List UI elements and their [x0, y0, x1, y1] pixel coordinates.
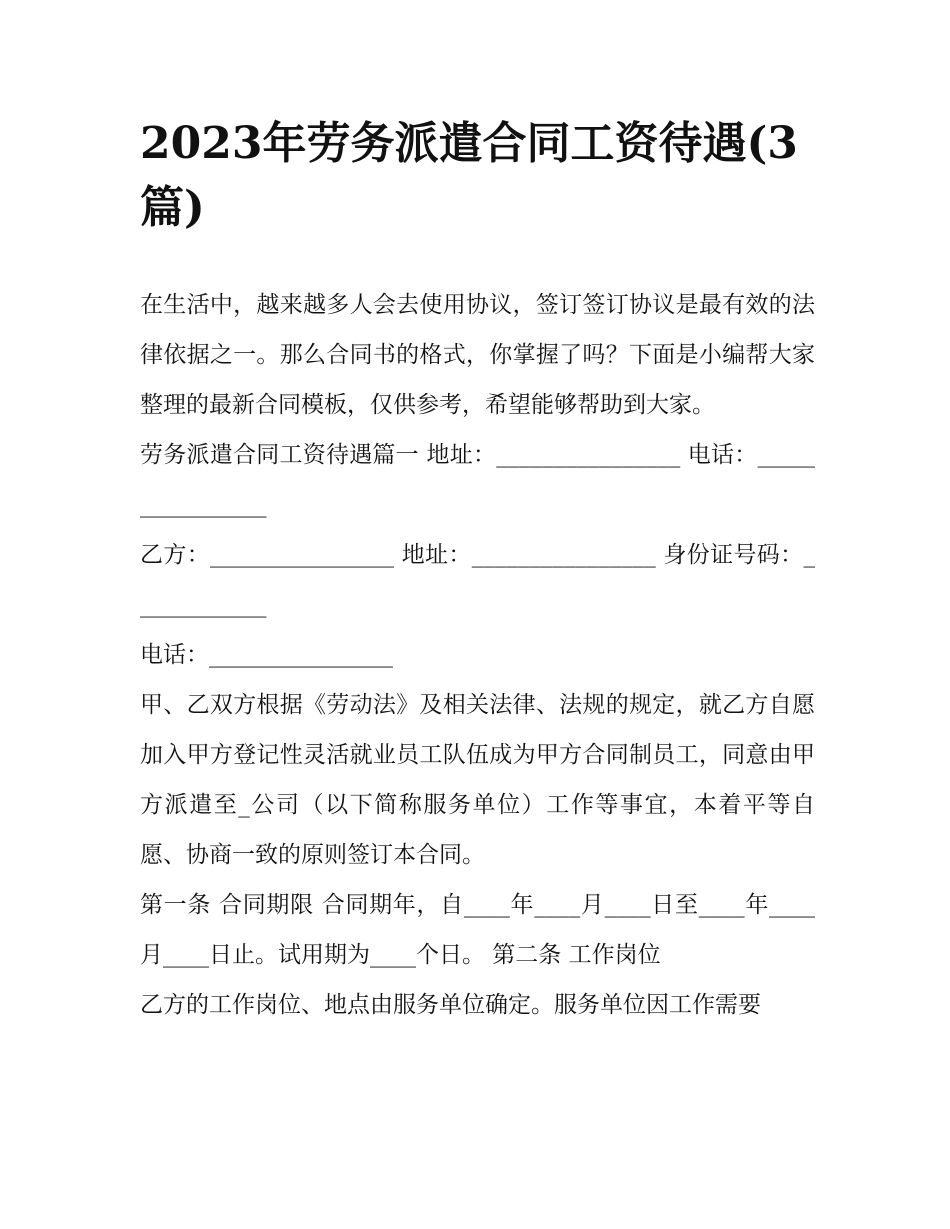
article-two-paragraph: 乙方的工作岗位、地点由服务单位确定。服务单位因工作需要 [140, 992, 761, 1018]
preamble-paragraph: 甲、乙双方根据《劳动法》及相关法律、法规的规定，就乙方自愿加入甲方登记性灵活就业员工队伍成为甲方合同制员工，同意由甲方派遣至_公司（以下简称服务单位）工作等事宜，本着平等自愿、协商一致的原则签订本合同。 [140, 692, 815, 868]
party-b-phone-line: 电话：________________ [140, 642, 393, 668]
article-one-paragraph: 第一条 合同期限 合同期年，自____年____月____日至____年____月____日止。试用期为____个日。 第二条 工作岗位 [140, 892, 815, 968]
party-a-info-line: 劳务派遣合同工资待遇篇一 地址：________________ 电话：________________ [140, 442, 815, 518]
document-body [140, 280, 815, 1030]
party-b-info-line: 乙方：________________ 地址：________________ 身份证号码：____________ [140, 542, 815, 618]
intro-paragraph: 在生活中，越来越多人会去使用协议，签订签订协议是最有效的法律依据之一。那么合同书的格式，你掌握了吗？下面是小编帮大家整理的最新合同模板，仅供参考，希望能够帮助到大家。 [140, 292, 815, 418]
document-title: 2023年劳务派遣合同工资待遇(3篇) [140, 118, 798, 233]
